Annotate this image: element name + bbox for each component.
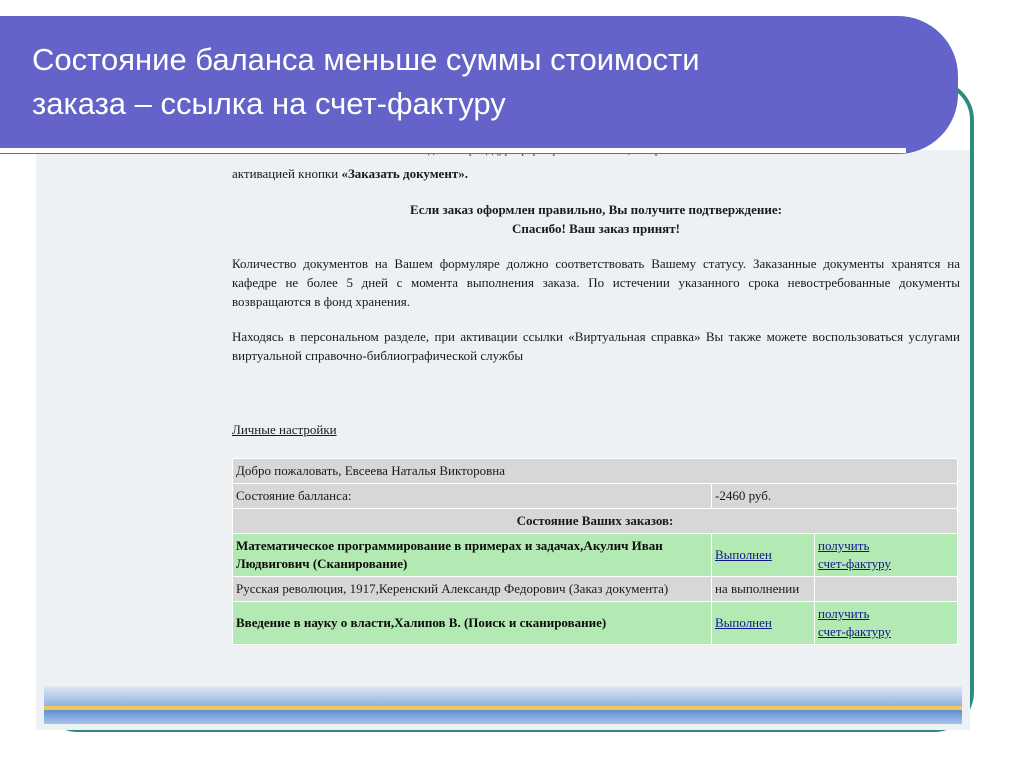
get-invoice-link[interactable]: получить счет-фактуру [818, 538, 892, 571]
slide-title-line-2: заказа – ссылка на счет-фактуру [32, 86, 506, 121]
welcome-cell: Добро пожаловать, Евсеева Наталья Викторовна [233, 459, 958, 484]
order-status-link[interactable]: Выполнен [715, 615, 772, 630]
invoice-cell [815, 602, 958, 645]
slide-title-line-1: Состояние баланса меньше суммы стоимости [32, 42, 700, 77]
order-title: Математическое программирование в примерах и задачах,Акулич Иван Людвигович (Сканирование) [233, 534, 712, 577]
balance-label: Состояние балланса: [233, 484, 712, 509]
order-status-link[interactable]: Выполнен [715, 547, 772, 562]
banner-underline [0, 148, 906, 153]
orders-header: Состояние Ваших заказов: [233, 509, 958, 534]
order-status-cell [712, 602, 815, 645]
order-title: Введение в науку о власти,Халипов В. (Поиск и сканирование) [233, 602, 712, 645]
invoice-cell [815, 534, 958, 577]
order-row [233, 534, 958, 577]
order-status: на выполнении [712, 577, 815, 602]
account-orders-table [232, 458, 958, 645]
get-invoice-link[interactable]: получить счет-фактуру [818, 606, 892, 639]
order-title: Русская революция, 1917,Керенский Александр Федорович (Заказ документа) [233, 577, 712, 602]
stripe-light-blue [44, 686, 962, 706]
order-row [233, 602, 958, 645]
confirmation-line-1: Если заказ оформлен правильно, Вы получите подтверждение: [410, 202, 782, 217]
balance-value: -2460 руб. [712, 484, 958, 509]
virtual-help-paragraph: Находясь в персональном разделе, при активации ссылки «Виртуальная справка» Вы также можете воспользоваться услугами виртуальной справочно-библиографической службы [232, 329, 960, 363]
confirmation-line-2: Спасибо! Ваш заказ принят! [512, 221, 680, 236]
order-status-cell [712, 534, 815, 577]
decorative-stripes [44, 686, 962, 726]
confirmation-block [232, 200, 960, 238]
library-page-screenshot [36, 150, 970, 730]
invoice-cell-empty [815, 577, 958, 602]
order-button-name: «Заказать документ». [341, 166, 468, 181]
personal-settings-link[interactable]: Личные настройки [232, 422, 337, 437]
order-row [233, 577, 958, 602]
stripe-blue [44, 710, 962, 724]
documents-info-paragraph: Количество документов на Вашем формуляре должно соответствовать Вашему статусу. Заказанные документы хранятся на кафедре не более 5 дней с момента выполнения заказа. По истечении указанного срока невостребованные документы возвращаются в фонд хранения. [232, 256, 960, 309]
order-instruction: активацией кнопки «Заказать документ». [232, 166, 468, 181]
slide-title [32, 38, 932, 126]
